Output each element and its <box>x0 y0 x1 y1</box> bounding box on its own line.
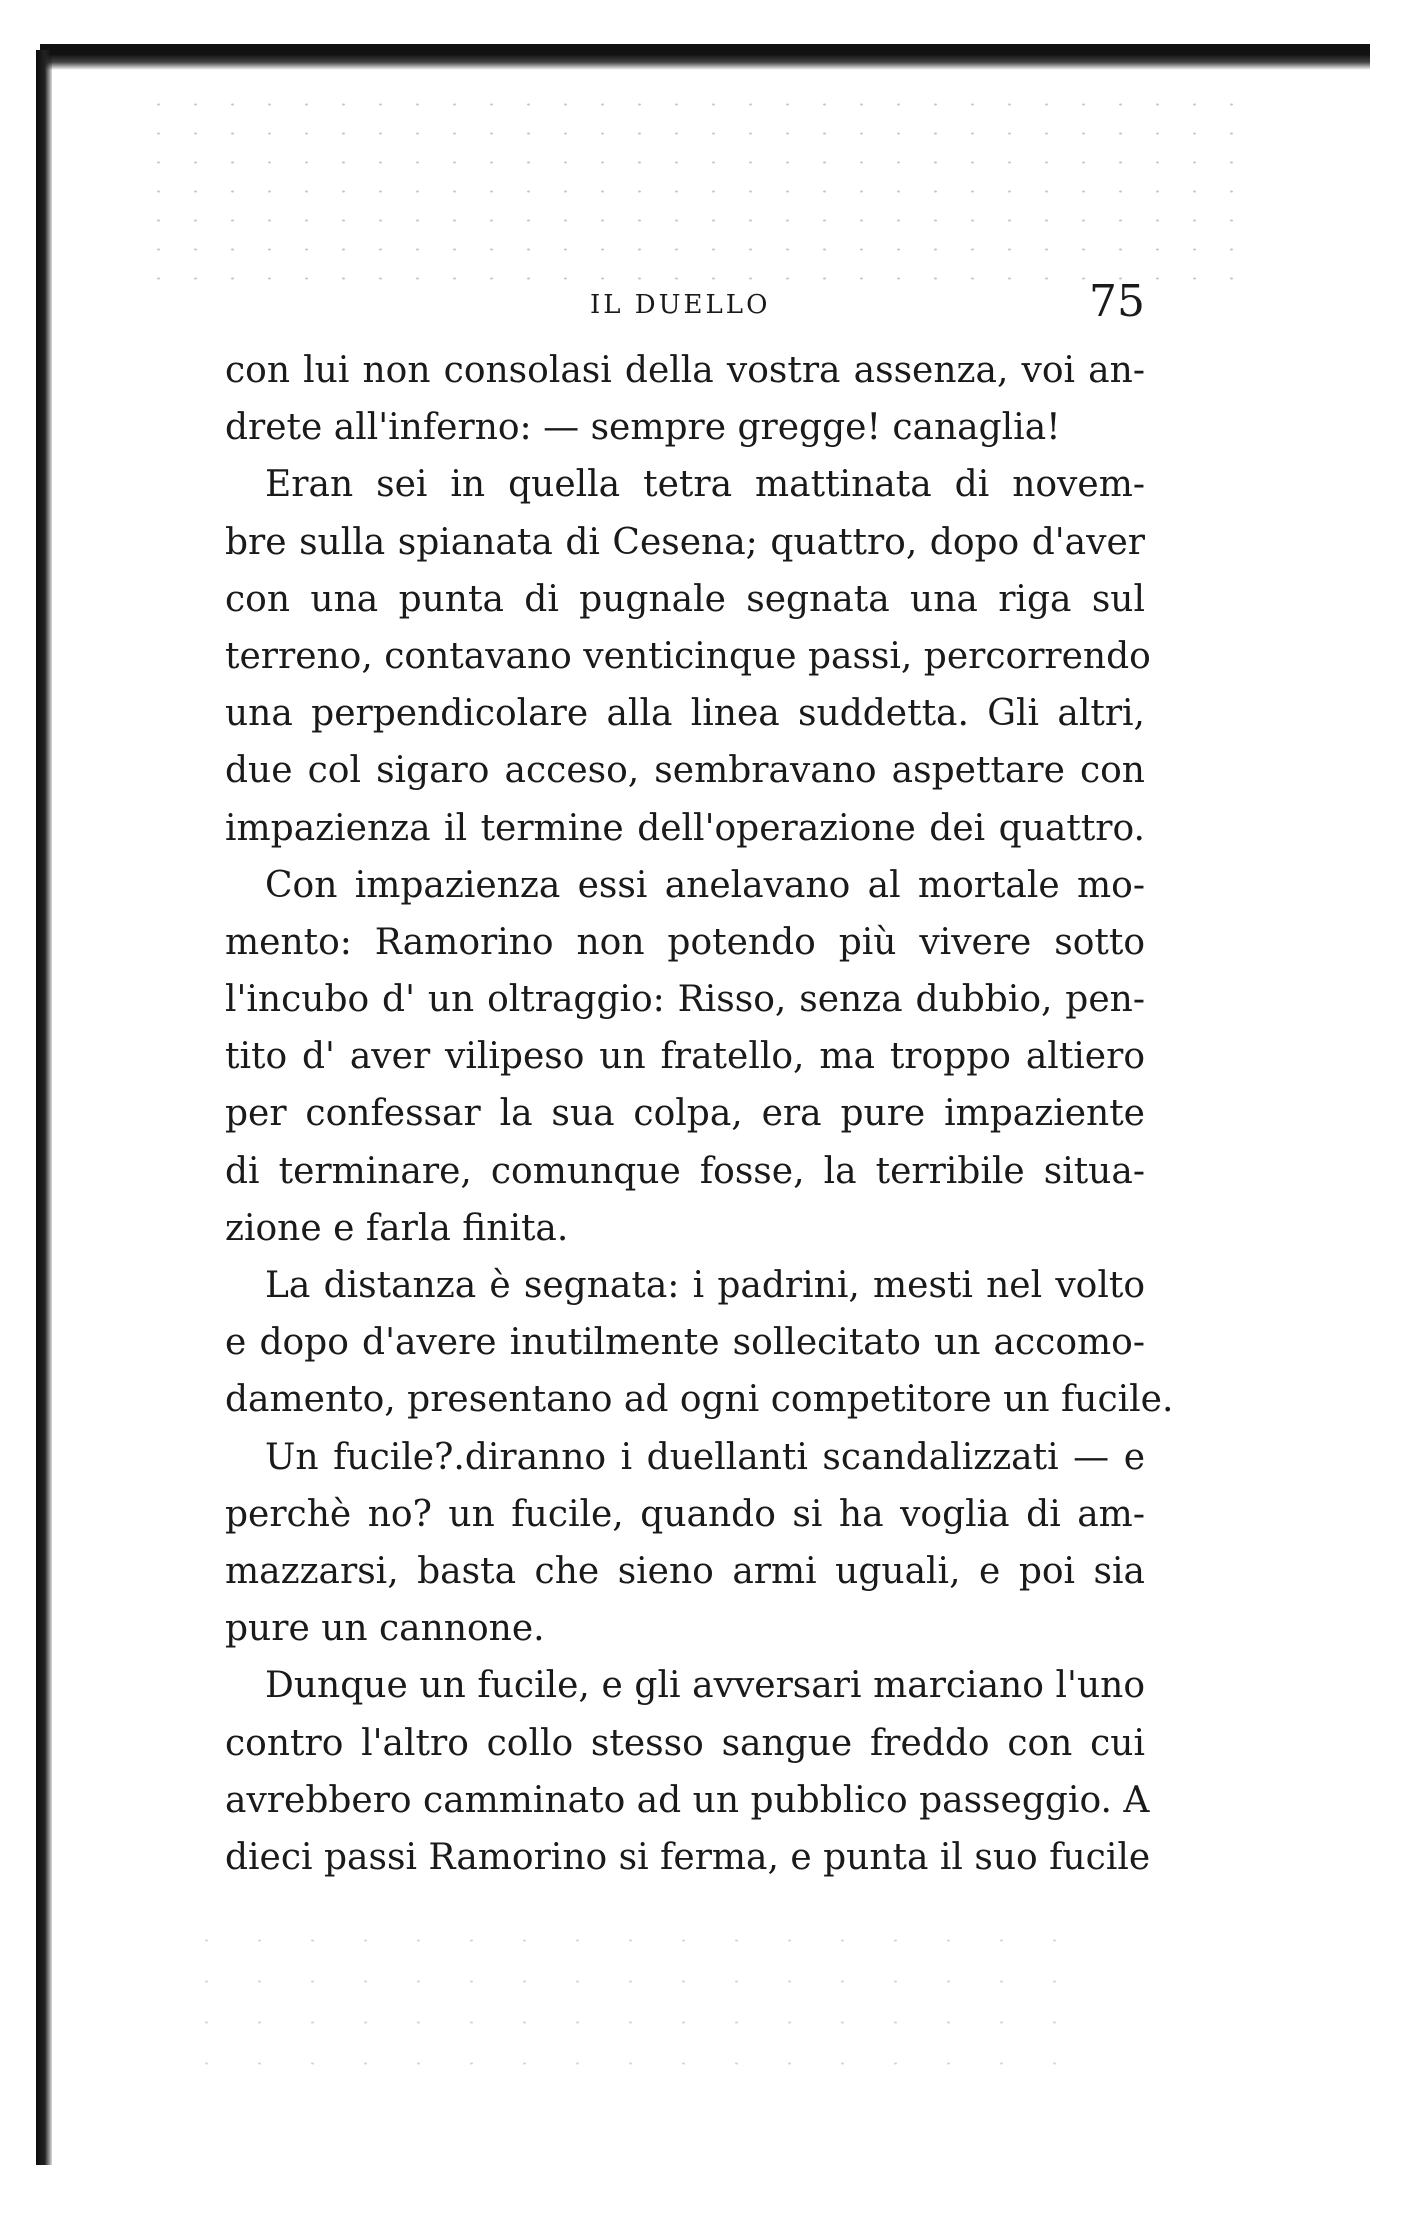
text-line: con lui non consolasi della vostra assenza, voi an- <box>225 350 1145 391</box>
text-line: impazienza il termine dell'operazione dei quattro. <box>225 807 1145 849</box>
text-line: dieci passi Ramorino si ferma, e punta il suo fucile <box>225 1836 1151 1878</box>
text-line: drete all'inferno: — sempre gregge! canaglia! <box>225 407 1061 449</box>
page-binding-shadow <box>36 50 52 2165</box>
text-line: zione e farla finita. <box>225 1207 569 1249</box>
text-line: perchè no? un fucile, quando si ha voglia di am- <box>225 1493 1145 1535</box>
text-line: bre sulla spianata di Cesena; quattro, dopo d'aver <box>225 521 1145 563</box>
scan-noise-top <box>140 90 1240 280</box>
paragraph-start-line: Un fucile?.diranno i duellanti scandalizzati — e <box>265 1436 1145 1478</box>
text-line: una perpendicolare alla linea suddetta. Gli altri, <box>225 693 1145 735</box>
paragraph-start-line: Eran sei in quella tetra mattinata di novem- <box>265 464 1145 506</box>
text-line: di terminare, comunque fosse, la terribile situa- <box>225 1150 1145 1192</box>
paragraph-start-line: La distanza è segnata: i padrini, mesti nel volto <box>265 1265 1145 1306</box>
running-title: IL DUELLO <box>590 290 771 320</box>
body-text <box>225 342 1174 1886</box>
text-line: con una punta di pugnale segnata una riga sul <box>225 578 1145 620</box>
page-top-shadow <box>40 44 1370 70</box>
page-number: 75 <box>1089 276 1145 327</box>
paragraph-start-line: Dunque un fucile, e gli avversari marciano l'uno <box>265 1665 1145 1707</box>
text-line: terreno, contavano venticinque passi, percorrendo <box>225 635 1151 677</box>
text-line: tito d' aver vilipeso un fratello, ma troppo altiero <box>225 1036 1145 1078</box>
text-line: per confessar la sua colpa, era pure impaziente <box>225 1093 1145 1135</box>
text-line: due col sigaro acceso, sembravano aspettare con <box>225 750 1145 792</box>
page-header <box>225 276 1145 336</box>
text-line: l'incubo d' un oltraggio: Risso, senza dubbio, pen- <box>225 979 1145 1021</box>
text-line: contro l'altro collo stesso sangue freddo con cui <box>225 1722 1145 1764</box>
text-line: avrebbero camminato ad un pubblico passeggio. A <box>225 1779 1150 1821</box>
text-line: mento: Ramorino non potendo più vivere sotto <box>225 921 1145 963</box>
paragraph-start-line: Con impazienza essi anelavano al mortale mo- <box>265 864 1145 906</box>
text-line: e dopo d'avere inutilmente sollecitato un accomo- <box>225 1322 1145 1364</box>
text-line: pure un cannone. <box>225 1608 545 1650</box>
text-line: mazzarsi, basta che sieno armi uguali, e poi sia <box>225 1550 1145 1592</box>
scan-noise-bottom <box>180 1920 1080 2100</box>
text-line: damento, presentano ad ogni competitore un fucile. <box>225 1379 1174 1421</box>
